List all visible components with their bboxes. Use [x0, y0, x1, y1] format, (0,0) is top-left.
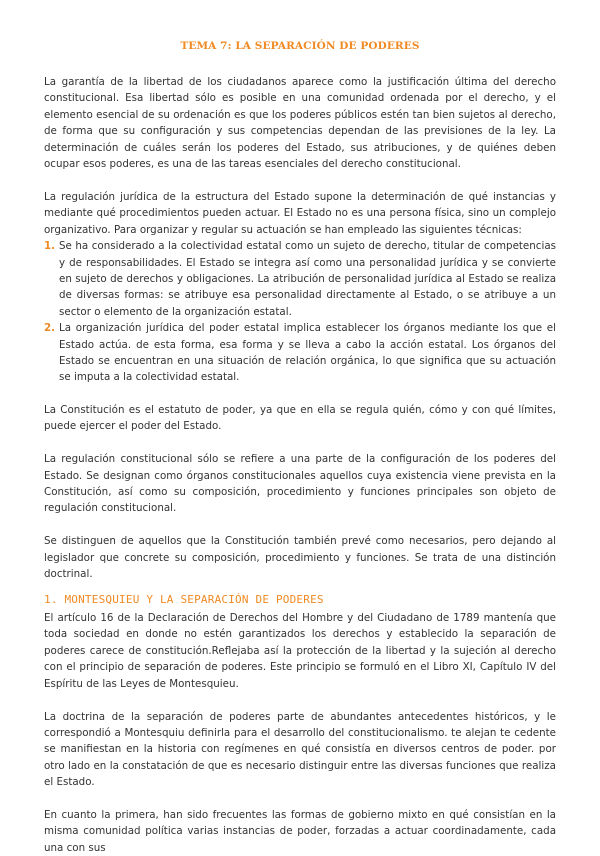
paragraph: La Constitución es el estatuto de poder, ya que en ella se regula quién, cómo y con qué límites, puede ejercer el poder del Estado.: [44, 403, 556, 433]
paragraph: La regulación jurídica de la estructura del Estado supone la determinación de qué instancias y mediante qué procedimientos pueden actuar. El Estado no es una persona física, sino un complejo organizativo. Para organizar y regular su actuación se han empleado las siguientes técnicas:: [44, 190, 556, 236]
list-item-text: Se ha considerado a la colectividad estatal como un sujeto de derecho, titular de competencias y de responsabilidades. El Estado se integra así como una personalidad jurídica y se convierte en sujeto de derechos y obligaciones. La atribución de personalidad jurídica al Estado se realiza de diversas formas: se atribuye esa personalidad directamente al Estado, o se atribuye a un sector o elemento de la organización estatal.: [59, 240, 556, 318]
paragraph: Se distinguen de aquellos que la Constitución también prevé como necesarios, pero dejando al legislador que concrete su composición, procedimiento y funciones. Se trata de una distinción doctrinal.: [44, 535, 556, 581]
paragraph: La regulación constitucional sólo se refiere a una parte de la configuración de los poderes del Estado. Se designan como órganos constitucionales aquellos cuya existencia viene prevista en la Constitución, así como su composición, procedimiento y funciones principales son objeto de regulación constitucional.: [44, 453, 556, 515]
list-item-text: La organización jurídica del poder estatal implica establecer los órganos mediante los que el Estado actúa. de esta forma, esa forma y se lleva a cabo la acción estatal. Los órganos del Estado se encuentran en una situación de relación orgánica, lo que significa que su actuación se imputa a la colectividad estatal.: [59, 322, 556, 384]
paragraph: La doctrina de la separación de poderes parte de abundantes antecedentes históricos, y le correspondió a Montesquiu definirla para el desarrollo del constitucionalismo. te alejan te cedente se manifiestan en la historia con regímenes en qué consistía en diversos centros de poder. por otro lado en la constatación de que es necesario distinguir entre las diversas funciones que realiza el Estado.: [44, 710, 556, 789]
list-item: [44, 238, 556, 320]
paragraph: El artículo 16 de la Declaración de Derechos del Hombre y del Ciudadano de 1789 mantenía que toda sociedad en donde no estén garantizados los derechos y establecido la separación de poderes carece de constitución.Reflejaba así la protección de la libertad y la sujeción al derecho con el principio de separación de poderes. Este principio se formuló en el Libro XI, Capítulo IV del Espíritu de las Leyes de Montesquieu.: [44, 611, 556, 690]
section-heading: 1. MONTESQUIEU Y LA SEPARACIÓN DE PODERES: [44, 592, 324, 606]
paragraph: En cuanto la primera, han sido frecuentes las formas de gobierno mixto en qué consistían en la misma comunidad política varias instancias de poder, forzadas a actuar coordinadamente, cada una con sus: [44, 809, 556, 854]
techniques-list: [44, 238, 556, 386]
list-number: 1.: [44, 240, 56, 253]
paragraph: La garantía de la libertad de los ciudadanos aparece como la justificación última del derecho constitucional. Esa libertad sólo es posible en una comunidad ordenada por el derecho, y el elemento esencial de su ordenación es que los poderes públicos estén tan bien sujetos al derecho, de forma que su configuración y sus competencias dependan de las previsiones de la ley. La determinación de cuáles serán los poderes del Estado, sus atribuciones, y de quiénes deben ocupar esos poderes, es una de las tareas esenciales del derecho constitucional.: [44, 76, 556, 171]
list-number: 2.: [44, 322, 56, 335]
document-title: TEMA 7: LA SEPARACIÓN DE PODERES: [180, 40, 420, 52]
list-item: [44, 320, 556, 386]
